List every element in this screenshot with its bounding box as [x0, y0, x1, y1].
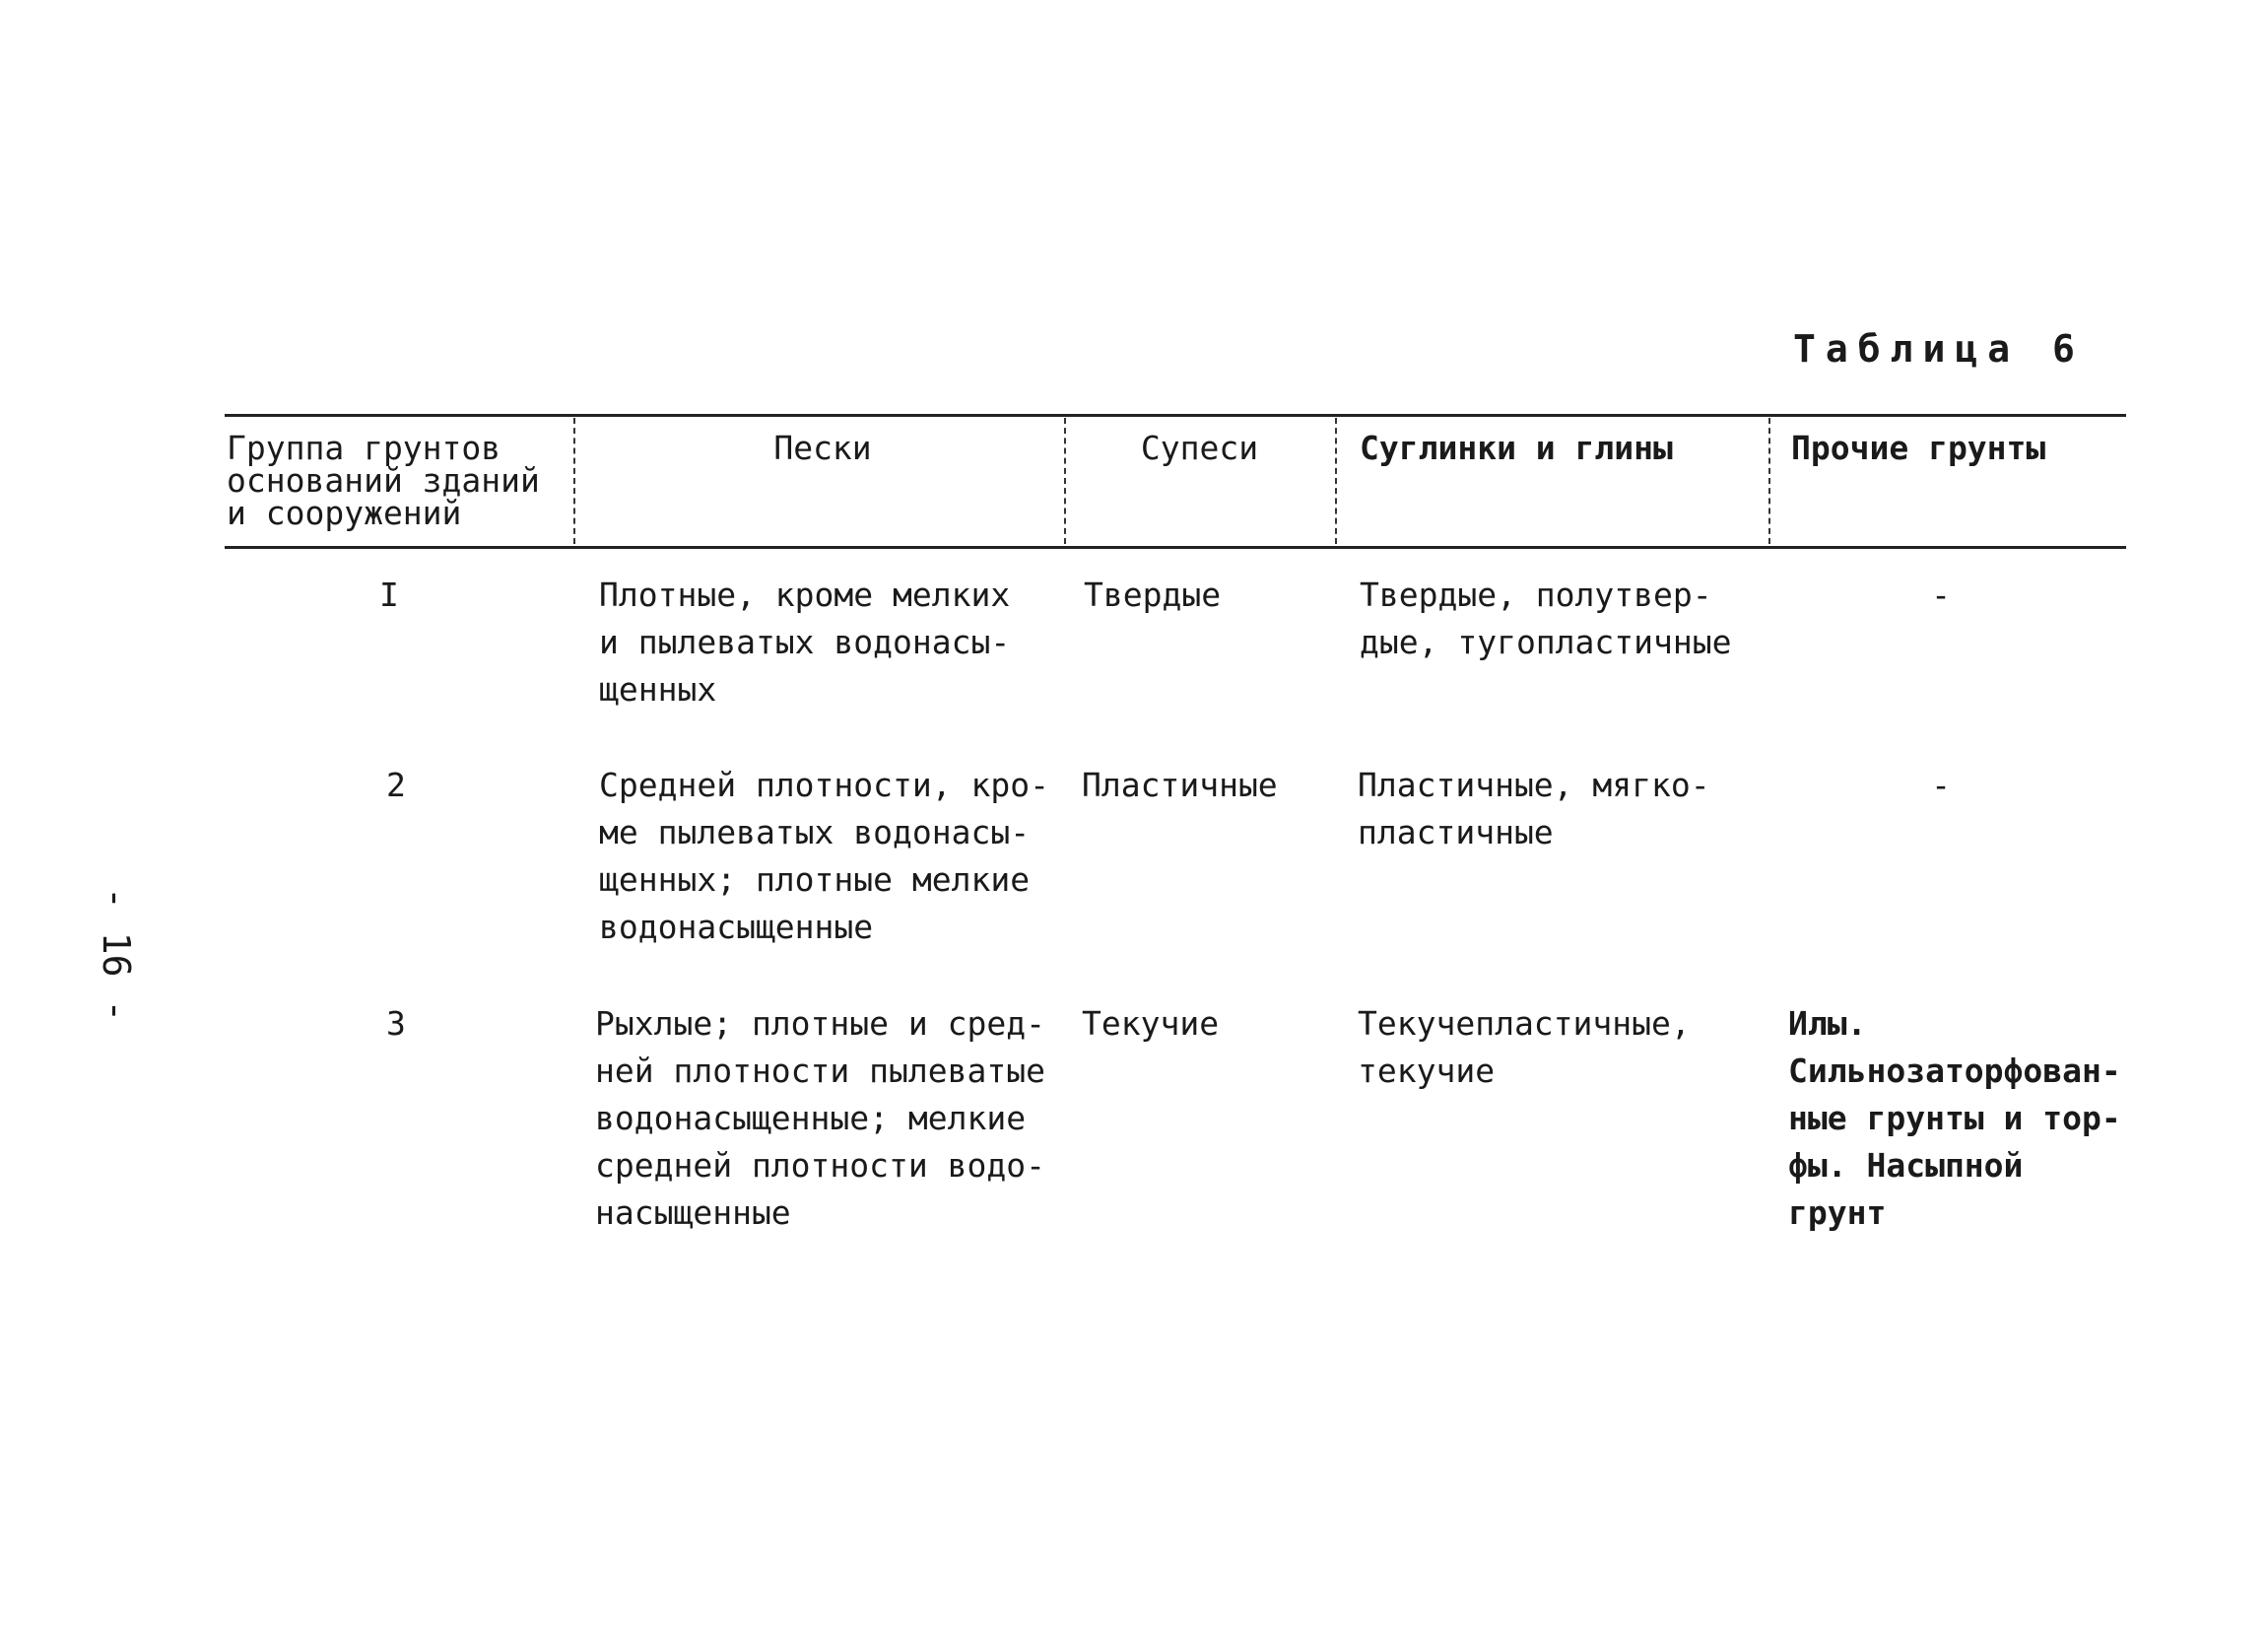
cell-sandy-loams: Пластичные: [1082, 766, 1278, 804]
table-top-rule: [225, 414, 2126, 417]
header-bottom-rule: [225, 546, 2126, 549]
cell-other: -: [1931, 766, 1951, 804]
page-number: - 16 -: [95, 887, 138, 1023]
table-caption: Таблица 6: [1793, 327, 2085, 371]
cell-sandy-loams: Твердые: [1084, 576, 1222, 614]
row-group-number: 3: [386, 1004, 406, 1043]
header-other: Прочие грунты: [1791, 429, 2046, 467]
column-divider: [1768, 418, 1770, 544]
column-divider: [1064, 418, 1066, 544]
cell-sands: Рыхлые; плотные и сред- ней плотности пылеватые водонасыщенные; мелкие средней плотности водо- насыщенные: [595, 1004, 1045, 1232]
cell-loams-clays: Пластичные, мягко- пластичные: [1358, 766, 1710, 851]
header-sands: Пески: [773, 429, 872, 467]
row-group-number: I: [379, 576, 399, 614]
cell-sands: Плотные, кроме мелких и пылеватых водонасы- щенных: [599, 576, 1011, 709]
cell-sands: Средней плотности, кро- ме пылеватых водонасы- щенных; плотные мелкие водонасыщенные: [599, 766, 1049, 946]
cell-other: -: [1931, 576, 1951, 614]
header-group: Группа грунтов оснований зданий и сооружений: [227, 429, 540, 532]
cell-sandy-loams: Текучие: [1082, 1004, 1220, 1043]
header-loams-clays: Суглинки и глины: [1360, 429, 1673, 467]
cell-other: Илы. Сильнозаторфован- ные грунты и тор- фы. Насыпной грунт: [1788, 1004, 2121, 1232]
column-divider: [573, 418, 575, 544]
column-divider: [1335, 418, 1337, 544]
header-sandy-loams: Супеси: [1140, 429, 1259, 467]
cell-loams-clays: Текучепластичные, текучие: [1358, 1004, 1691, 1090]
row-group-number: 2: [386, 766, 406, 804]
cell-loams-clays: Твердые, полутвер- дые, тугопластичные: [1360, 576, 1732, 661]
